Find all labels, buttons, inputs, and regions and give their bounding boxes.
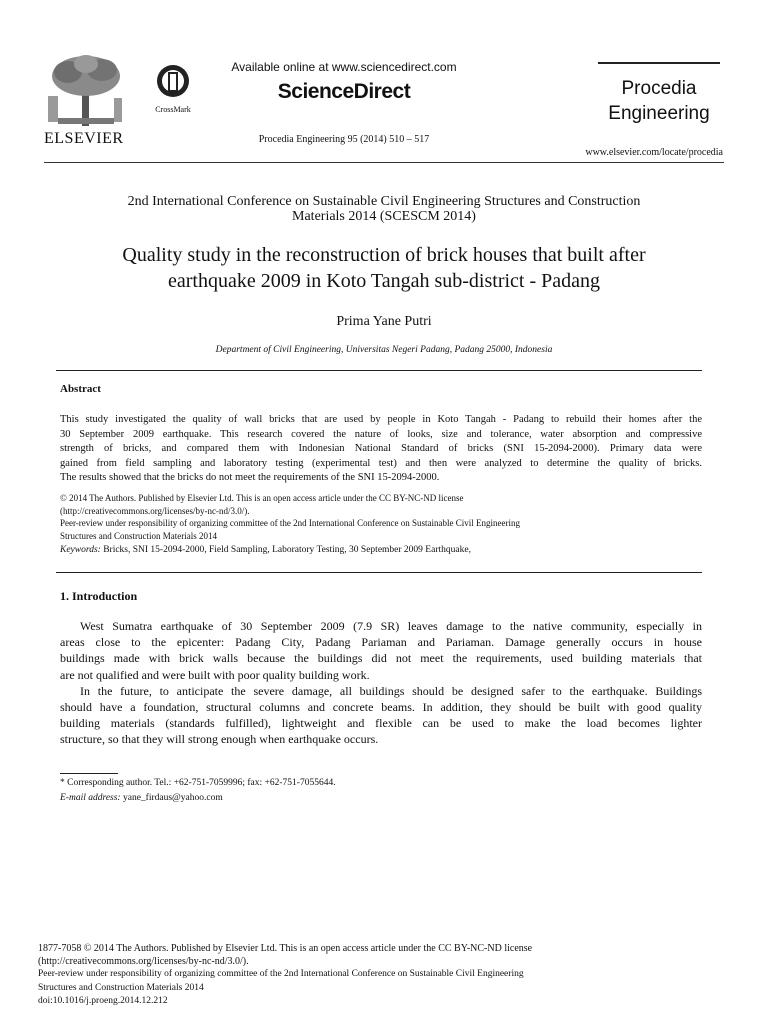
author-name: Prima Yane Putri	[336, 314, 432, 329]
section-heading-introduction: 1. Introduction	[60, 589, 138, 603]
email-address[interactable]: yane_firdaus@yahoo.com	[120, 793, 223, 803]
footer-peer-review-2: Structures and Construction Materials 2014	[38, 982, 204, 993]
footnote-rule	[60, 773, 118, 774]
elsevier-tree-icon	[38, 52, 134, 130]
intro-p2-line: should have a foundation, structural columns and concrete beams. In addition, they should be built with good quality	[60, 700, 702, 715]
available-online[interactable]: Available online at www.sciencedirect.com	[231, 60, 457, 74]
footer-peer-review: Peer-review under responsibility of organizing committee of the 2nd International Conference on Sustainable Civil Engineering	[38, 969, 524, 980]
keywords	[60, 545, 471, 555]
conference-line2: Materials 2014 (SCESCM 2014)	[292, 209, 476, 224]
intro-p2-line: building materials (standards fulfilled), lightweight and flexible can be used to make the load becomes lighter	[60, 716, 702, 731]
crossmark-label: CrossMark	[155, 105, 191, 114]
paper-title-line2: earthquake 2009 in Koto Tangah sub-district - Padang	[167, 270, 601, 292]
intro-p1-line: are not qualified and were built with poor quality building work.	[60, 667, 370, 682]
keywords-text: Bricks, SNI 15-2094-2000, Field Sampling, Laboratory Testing, 30 September 2009 Earthquake,	[100, 545, 471, 555]
header-bottom-rule	[44, 162, 724, 163]
sciencedirect-logo[interactable]: ScienceDirect	[277, 80, 411, 103]
abstract-heading: Abstract	[60, 383, 101, 395]
intro-p2-line: structure, so that they will strong enough when earthquake occurs.	[60, 732, 379, 747]
author-affiliation: Department of Civil Engineering, Universitas Negeri Padang, Padang 25000, Indonesia	[215, 345, 553, 355]
abstract-line: gained from field sampling and laboratory testing (experimental test) and then were analyzed to determine the quality of bricks.	[60, 457, 702, 469]
peer-review-text: Peer-review under responsibility of organizing committee of the 2nd International Conference on Sustainable Civil Engineering	[60, 518, 521, 528]
peer-review-text-2: Structures and Construction Materials 2014	[60, 530, 217, 541]
email-label: E-mail address:	[60, 793, 121, 803]
footnote-corresponding: * Corresponding author. Tel.: +62-751-7059996; fax: +62-751-7055644.	[60, 778, 336, 788]
introduction-body	[60, 618, 702, 748]
journal-citation: Procedia Engineering 95 (2014) 510 – 517	[258, 134, 430, 145]
footer-license-link[interactable]: (http://creativecommons.org/licenses/by-nc-nd/3.0/).	[38, 956, 249, 968]
crossmark-icon	[150, 64, 196, 100]
journal-url[interactable]: www.elsevier.com/locate/procedia	[585, 147, 723, 158]
journal-top-rule	[598, 62, 720, 64]
footnote-email	[60, 793, 223, 803]
paper-title-line1: Quality study in the reconstruction of brick houses that built after	[122, 244, 646, 266]
elsevier-logo	[38, 52, 134, 130]
abstract-top-rule	[56, 370, 702, 371]
abstract-line: This study investigated the quality of wall bricks that are used by people in Koto Tangah - Padang to rebuild their homes after the	[60, 414, 702, 425]
footer-issn-license: 1877-7058 © 2014 The Authors. Published by Elsevier Ltd. This is an open access article under the CC BY-NC-ND license	[38, 943, 533, 954]
keywords-label: Keywords:	[60, 545, 101, 555]
intro-p2-line: In the future, to anticipate the severe damage, all buildings should be designed safer to the earthquake. Buildings	[80, 683, 702, 698]
license-text: © 2014 The Authors. Published by Elsevier Ltd. This is an open access article under the CC BY-NC-ND license	[60, 493, 464, 503]
journal-title-line2: Engineering	[608, 103, 710, 124]
abstract-line: strength of bricks, and compared them with Indonesian National Standard of bricks (SNI 15-2094-2000). Primary data were	[60, 443, 702, 454]
crossmark-logo[interactable]	[150, 64, 196, 114]
intro-p1-line: areas close to the epicenter: Padang City, Padang Pariaman and Pariaman. Damage generally occurs in house	[60, 635, 702, 650]
abstract-line: The results showed that the bricks do not meet the requirements of the SNI 15-2094-2000.	[60, 472, 440, 483]
conference-line1: 2nd International Conference on Sustainable Civil Engineering Structures and Construction	[127, 194, 641, 209]
abstract-body	[60, 413, 702, 486]
abstract-bottom-rule	[56, 572, 702, 573]
page-footer	[38, 942, 698, 1008]
journal-title-line1: Procedia	[621, 78, 697, 99]
footer-doi[interactable]: doi:10.1016/j.proeng.2014.12.212	[38, 995, 168, 1006]
abstract-license	[60, 492, 702, 542]
intro-p1-line: West Sumatra earthquake of 30 September 2009 (7.9 SR) leaves damage to the native community, especially in	[80, 619, 702, 633]
publisher-name: ELSEVIER	[44, 130, 124, 147]
abstract-line: 30 September 2009 earthquake. This research covered the nature of looks, size and tolerance, water absorption and compressive	[60, 428, 702, 440]
intro-p1-line: buildings made with brick walls because the buildings did not meet the requirements, used building materials that	[60, 651, 702, 666]
license-link[interactable]: (http://creativecommons.org/licenses/by-nc-nd/3.0/).	[60, 505, 250, 516]
